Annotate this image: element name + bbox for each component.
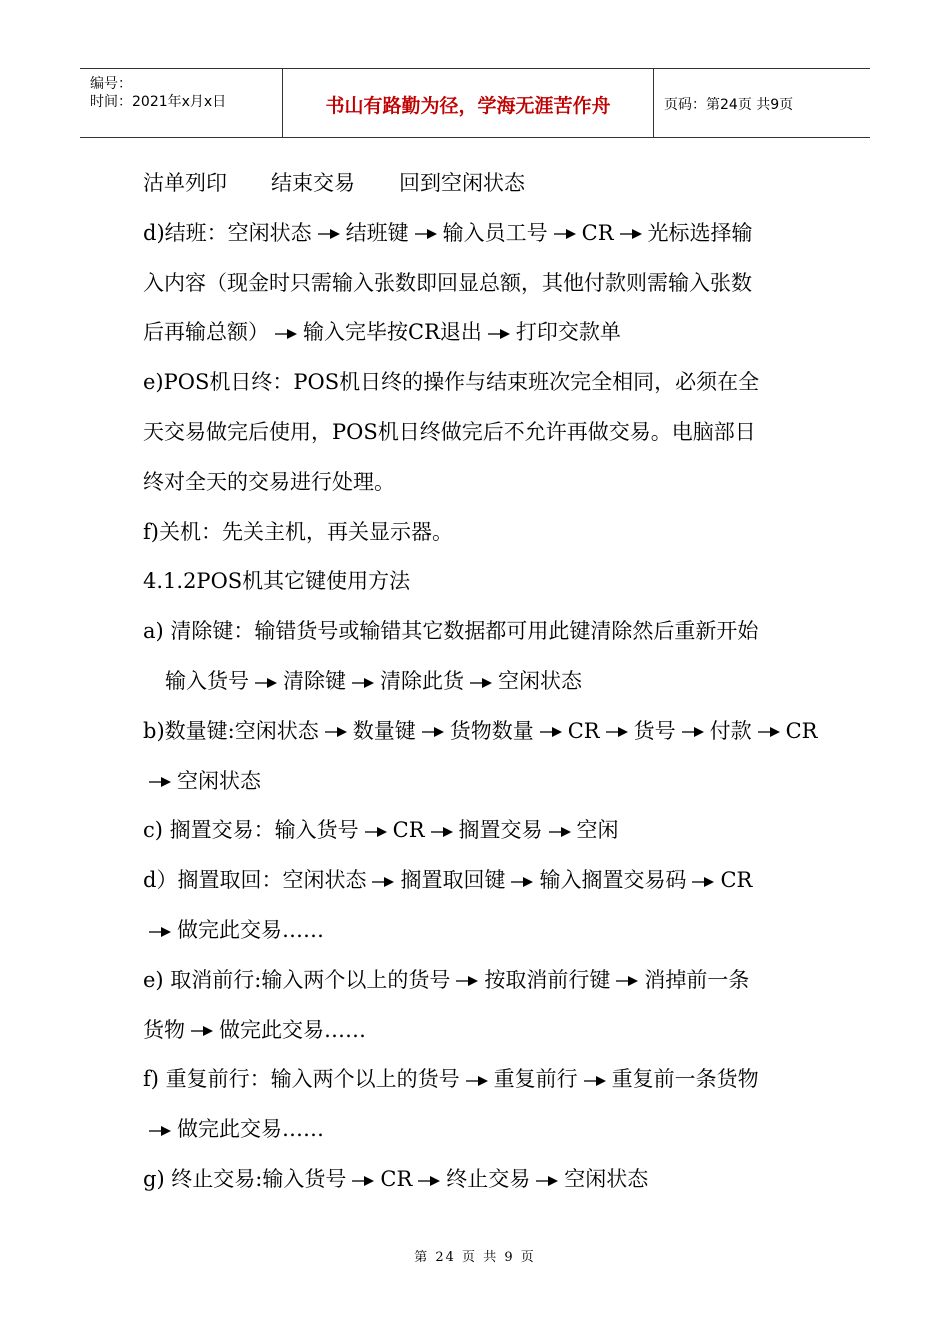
text-segment: 终对全天的交易进行处理。 [143,469,395,494]
arrow-right-icon [682,726,704,738]
text-segment: 空闲状态 [564,1167,649,1191]
text-segment: 光标选择输 [647,220,753,245]
text-segment: 空闲状态 [498,669,582,693]
text-segment: 清除此货 [380,669,464,693]
text-segment: CR [720,868,753,893]
arrow-right-icon [191,1025,213,1037]
arrow-right-icon [275,328,297,340]
text-line [143,467,395,497]
text-segment: f) 重复前行：输入两个以上的货号 [143,1067,460,1092]
text-segment: 按取消前行键 [484,967,611,992]
text-segment: 回到空闲状态 [399,171,525,195]
text-segment: 清除键 [283,669,346,693]
text-segment: CR [392,818,425,843]
text-segment: 做完此交易…… [219,1017,366,1042]
header-page-cell [654,69,870,137]
text-segment: 入内容（现金时只需输入张数即回显总额，其他付款则需输入张数 [143,270,752,295]
text-segment: 数量键 [352,718,416,743]
text-segment: e) 取消前行:输入两个以上的货号 [143,967,451,992]
header-motto: 书山有路勤为径，学海无涯苦作舟 [325,95,611,117]
text-line [143,865,752,895]
arrow-right-icon [540,726,562,738]
arrow-right-icon [415,228,437,240]
arrow-right-icon [255,677,277,689]
text-segment: 后再输总额） [143,320,269,345]
arrow-right-icon [549,826,571,838]
text-segment: b)数量键:空闲状态 [143,718,319,743]
text-line [143,716,818,746]
text-segment: 货物 [143,1017,185,1042]
text-line [143,766,261,796]
text-segment: c) 搁置交易：输入货号 [143,818,359,843]
text-segment: 重复前行 [493,1067,578,1092]
arrow-right-icon [466,1075,488,1087]
arrow-right-icon [325,726,347,738]
text-segment: 4.1.2POS机其它键使用方法 [143,569,411,594]
text-line [143,1015,366,1045]
text-line [143,1164,648,1194]
text-line [143,367,759,397]
header-meta-cell [80,69,283,137]
page-header [80,68,870,138]
header-motto-cell [283,69,654,137]
text-segment: d)结班：空闲状态 [143,220,312,245]
text-segment: 输入货号 [165,669,249,693]
arrow-right-icon [616,975,638,987]
text-segment: 货物数量 [449,718,534,743]
text-segment: 搁置交易 [458,818,543,843]
text-segment: CR [581,220,614,245]
arrow-right-icon [149,926,171,938]
arrow-right-icon [422,726,444,738]
text-line [143,1064,759,1094]
text-segment: 付款 [709,718,752,743]
text-line [165,666,582,696]
text-line [143,417,756,447]
text-line [143,965,749,995]
arrow-right-icon [149,1125,171,1137]
text-line [143,517,453,547]
text-segment: 输入员工号 [442,220,548,245]
text-line [143,1114,324,1144]
text-segment: CR [785,718,818,743]
text-segment: 重复前一条货物 [611,1067,759,1092]
text-segment: e)POS机日终：POS机日终的操作与结束班次完全相同，必须在全 [143,370,760,395]
text-line [143,168,525,198]
arrow-right-icon [456,975,478,987]
arrow-right-icon [418,1175,440,1187]
text-segment: 货号 [633,718,676,743]
text-segment: f)关机：先关主机，再关显示器。 [143,519,453,544]
text-segment: 打印交款单 [515,320,621,345]
text-line [143,915,324,945]
text-segment: 结束交易 [271,171,355,195]
text-segment: 沽单列印 [143,171,227,195]
arrow-right-icon [470,677,492,689]
text-segment: 输入搁置交易码 [539,868,687,893]
text-segment: 消掉前一条 [644,967,750,992]
header-page-number: 页码：第24页 共9页 [664,97,794,113]
page-footer: 第 24 页 共 9 页 [414,1250,536,1265]
arrow-right-icon [352,1175,374,1187]
text-line [143,268,752,298]
arrow-right-icon [758,726,780,738]
text-line [143,815,619,845]
text-segment: CR [380,1167,413,1191]
text-segment: 做完此交易…… [177,918,324,942]
arrow-right-icon [554,228,576,240]
arrow-right-icon [365,826,387,838]
arrow-right-icon [318,228,340,240]
arrow-right-icon [511,876,533,888]
arrow-right-icon [352,677,374,689]
text-segment: 做完此交易…… [177,1117,324,1142]
text-segment: 天交易做完后使用，POS机日终做完后不允许再做交易。电脑部日 [143,420,756,444]
arrow-right-icon [149,776,171,788]
text-segment: CR [567,718,600,743]
text-segment: 空闲状态 [177,768,261,793]
text-segment: g) 终止交易:输入货号 [143,1167,347,1191]
text-segment: 输入完毕按CR退出 [303,320,482,345]
arrow-right-icon [606,726,628,738]
arrow-right-icon [431,826,453,838]
doc-number-label: 编号： [90,76,132,92]
arrow-right-icon [620,228,642,240]
text-segment: d）搁置取回：空闲状态 [143,868,367,893]
doc-time-label: 时间：2021年x月x日 [90,94,227,110]
text-line [143,616,758,646]
arrow-right-icon [584,1075,606,1087]
arrow-right-icon [692,876,714,888]
arrow-right-icon [372,876,394,888]
text-line [143,218,753,248]
text-segment: 终止交易 [446,1167,531,1191]
text-segment: a) 清除键：输错货号或输错其它数据都可用此键清除然后重新开始 [143,619,759,644]
text-segment: 结班键 [345,220,409,245]
arrow-right-icon [488,328,510,340]
text-line [143,566,410,596]
arrow-right-icon [536,1175,558,1187]
text-segment: 搁置取回键 [400,868,506,893]
text-segment: 空闲 [576,818,619,843]
text-line [143,317,621,347]
